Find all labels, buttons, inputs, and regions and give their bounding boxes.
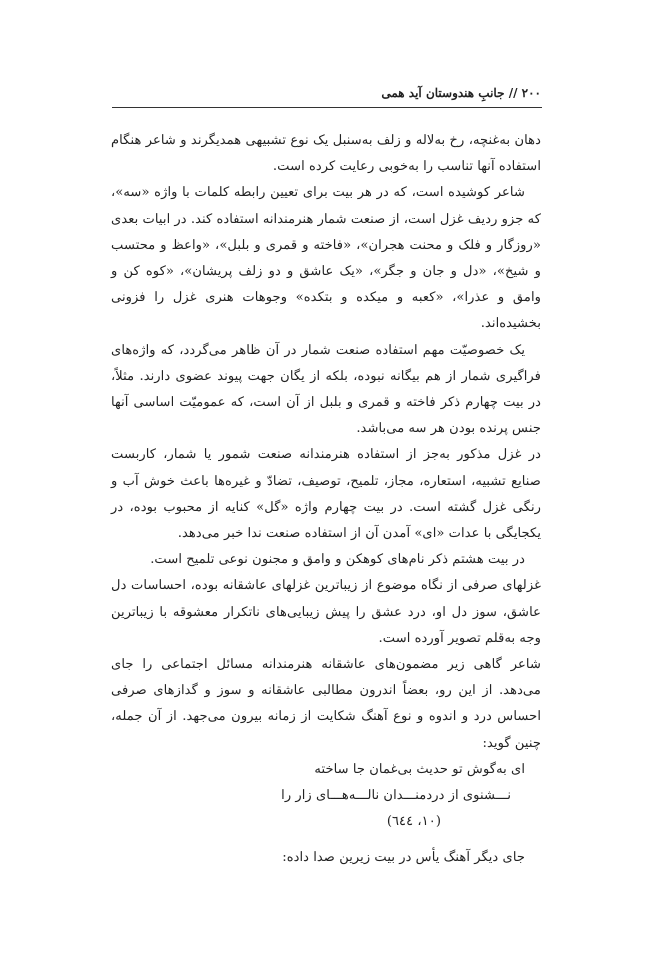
body-text xyxy=(111,128,541,872)
paragraph-3: یک خصوصیّت مهم استفاده صنعت شمار در آن ظاهر می‌گردد، که واژه‌های فراگیری شمار از هم بیگانه نبوده، بلکه از یگان جهت پیوند عضوی دارند. مثلاً، در بیت چهارم ذکر فاخته و قمری و بلبل از آن است، که عمومیّت اساسی آنها جنس پرنده بودن هر سه می‌باشد. xyxy=(111,342,541,437)
verse-line-2: نـــشنوی از دردمنـــدان نالـــه‌هـــای زار را xyxy=(281,788,511,804)
spacer xyxy=(111,835,541,845)
paragraph-2: شاعر کوشیده است، که در هر بیت برای تعیین رابطه کلمات با واژه «سه»، که جزو ردیف غزل است، از صنعت شمار هنرمندانه استفاده کند. در ابیات بعدی «روزگار و فلک و محنت هجران»، «فاخته و قمری و بلبل»، «واعظ و محتسب و شیخ»، «دل و جان و جگر»، «یک عاشق و دو زلف پریشان»، «کوه کن و وامق و عذرا»، «کعبه و میکده و بتکده» وجوهات هنری غزل را فزونی بخشیده‌اند. xyxy=(111,185,541,332)
paragraph-5: در بیت هشتم ذکر نام‌های کوهکن و وامق و مجنون نوعی تلمیح است. xyxy=(150,552,525,568)
header-separator: // xyxy=(508,86,518,100)
closing-line: جای دیگر آهنگ یأس در بیت زیرین صدا داده: xyxy=(282,850,525,866)
running-header xyxy=(111,85,541,101)
verse-line-1: ای به‌گوش تو حدیث بی‌غمان جا ساخته xyxy=(314,761,525,777)
running-title: جانبِ هندوستان آید همی xyxy=(381,86,505,100)
verse-reference: (۱۰، ٦٤٤) xyxy=(386,814,441,830)
paragraph-7: شاعر گاهی زیر مضمون‌های عاشقانه هنرمندانه مسائل اجتماعی را جای می‌دهد. از این رو، بعضاً اندرون مطالبی عاشقانه و سوز و گدازهای صرفی احساس درد و اندوه و نوع آهنگ شکایت از زمانه بیرون می‌جهد. از آن جمله، چنین گوید: xyxy=(111,657,541,751)
page-number: ۲۰۰ xyxy=(521,86,541,100)
paragraph-6: غزلهای صرفی از نگاه موضوع از زیباترین غزلهای عاشقانه بوده، احساسات دل عاشق، سوز دل او، درد عشق را پیش زیبایی‌های ناتکرار معشوقه با زیباترین وجه به‌قلم تصویر آورده است. xyxy=(111,578,541,646)
paragraph-4: در غزل مذکور به‌جز از استفاده هنرمندانه صنعت شمور یا شمار، کاربست صنایع تشبیه، استعاره، مجاز، تلمیح، توصیف، تضادّ و غیره‌ها باعث خوش آب و رنگی غزل گشته است. در بیت چهارم واژه «گل» کنایه از محبوب بوده، در یکجایگی با عدات «ای» آمدن آن از استفاده صنعت ندا خبر می‌دهد. xyxy=(111,447,541,542)
paragraph-1: دهان به‌غنچه، رخ به‌لاله و زلف به‌سنبل یک نوع تشبیهی همدیگرند و شاعر هنگام استفاده آنها تناسب را به‌خوبی رعایت کرده است. xyxy=(111,133,541,175)
header-rule xyxy=(112,107,542,108)
